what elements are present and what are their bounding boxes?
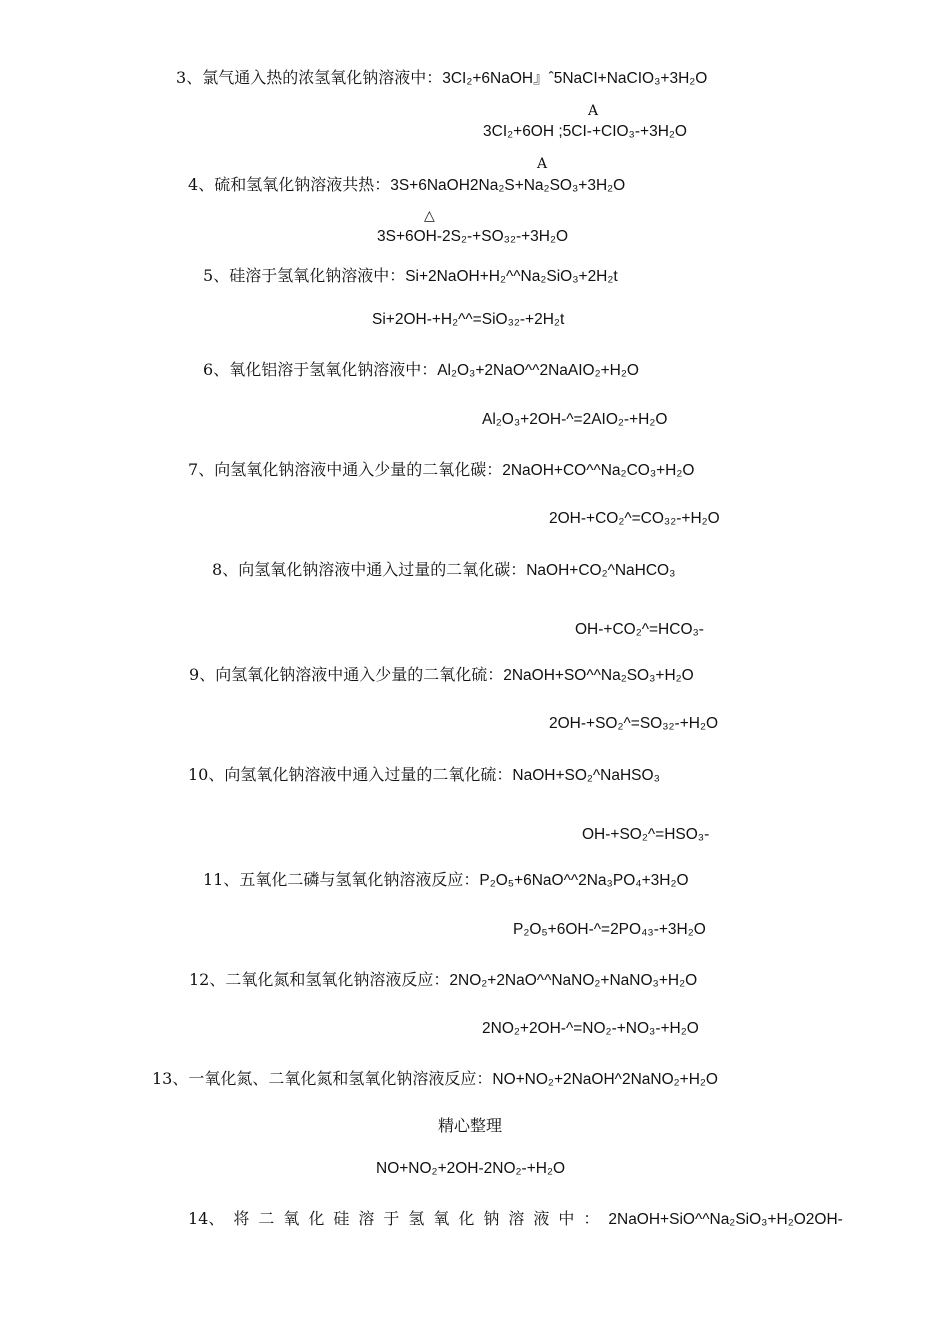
reaction-12-ionic: 2NO₂+2OH-^=NO₂-+NO₃-+H₂O <box>482 1020 699 1037</box>
reaction-12-equation: 12、二氧化氮和氢氧化钠溶液反应：2NO₂+2NaO^^NaNO₂+NaNO₃+H₂O <box>189 970 698 989</box>
reaction-4-ionic: 3S+6OH-2S₂-+SO₃₂-+3H₂O <box>377 228 569 245</box>
reaction-9-equation: 9、向氢氧化钠溶液中通入少量的二氧化硫：2NaOH+SO^^Na₂SO₃+H₂O <box>189 665 694 684</box>
reaction-5-ionic: Si+2OH-+H₂^^=SiO₃₂-+2H₂t <box>372 311 565 328</box>
reaction-13-ionic: NO+NO₂+2OH-2NO₂-+H₂O <box>376 1160 566 1177</box>
reaction-3-ionic: 3CI₂+6OH ;5CI-+CIO₃-+3H₂O <box>483 123 687 140</box>
reaction-7-equation: 7、向氢氧化钠溶液中通入少量的二氧化碳：2NaOH+CO^^Na₂CO₃+H₂O <box>188 460 695 479</box>
reaction-6-ionic: Al₂O₃+2OH-^=2AIO₂-+H₂O <box>482 411 668 428</box>
watermark-text: 精心整理 <box>438 1116 503 1135</box>
reaction-5-equation: 5、硅溶于氢氧化钠溶液中：Si+2NaOH+H₂^^Na₂SiO₃+2H₂t <box>203 266 618 285</box>
heat-triangle-mark: △ <box>424 208 435 224</box>
reaction-10-ionic: OH-+SO₂^=HSO₃- <box>582 826 710 843</box>
reaction-8-equation: 8、向氢氧化钠溶液中通入过量的二氧化碳：NaOH+CO₂^NaHCO₃ <box>212 560 676 579</box>
heat-mark: A <box>588 103 599 119</box>
reaction-11-ionic: P₂O₅+6OH-^=2PO₄₃-+3H₂O <box>513 921 706 938</box>
reaction-3-equation: 3、氯气通入热的浓氢氧化钠溶液中：3CI₂+6NaOH』ˆ5NaCI+NaCIO₃+3H₂O <box>176 68 708 87</box>
reaction-9-ionic: 2OH-+SO₂^=SO₃₂-+H₂O <box>549 715 719 732</box>
heat-mark: A <box>537 156 548 172</box>
reaction-11-equation: 11、五氧化二磷与氢氧化钠溶液反应：P₂O₅+6NaO^^2Na₃PO₄+3H₂O <box>203 870 689 889</box>
reaction-10-equation: 10、向氢氧化钠溶液中通入过量的二氧化硫：NaOH+SO₂^NaHSO₃ <box>188 765 660 784</box>
reaction-7-ionic: 2OH-+CO₂^=CO₃₂-+H₂O <box>549 510 720 527</box>
reaction-8-ionic: OH-+CO₂^=HCO₃- <box>575 621 704 638</box>
reaction-14-equation: 14、将二氧化硅溶于氢氧化钠溶液中：2NaOH+SiO^^Na₂SiO₃+H₂O2OH- <box>188 1209 843 1228</box>
reaction-4-equation: 4、硫和氢氧化钠溶液共热：3S+6NaOH2Na₂S+Na₂SO₃+3H₂O <box>188 175 626 194</box>
reaction-13-equation: 13、一氧化氮、二氧化氮和氢氧化钠溶液反应：NO+NO₂+2NaOH^2NaNO₂+H₂O <box>152 1069 718 1088</box>
reaction-6-equation: 6、氧化铝溶于氢氧化钠溶液中：Al₂O₃+2NaO^^2NaAIO₂+H₂O <box>203 360 639 379</box>
